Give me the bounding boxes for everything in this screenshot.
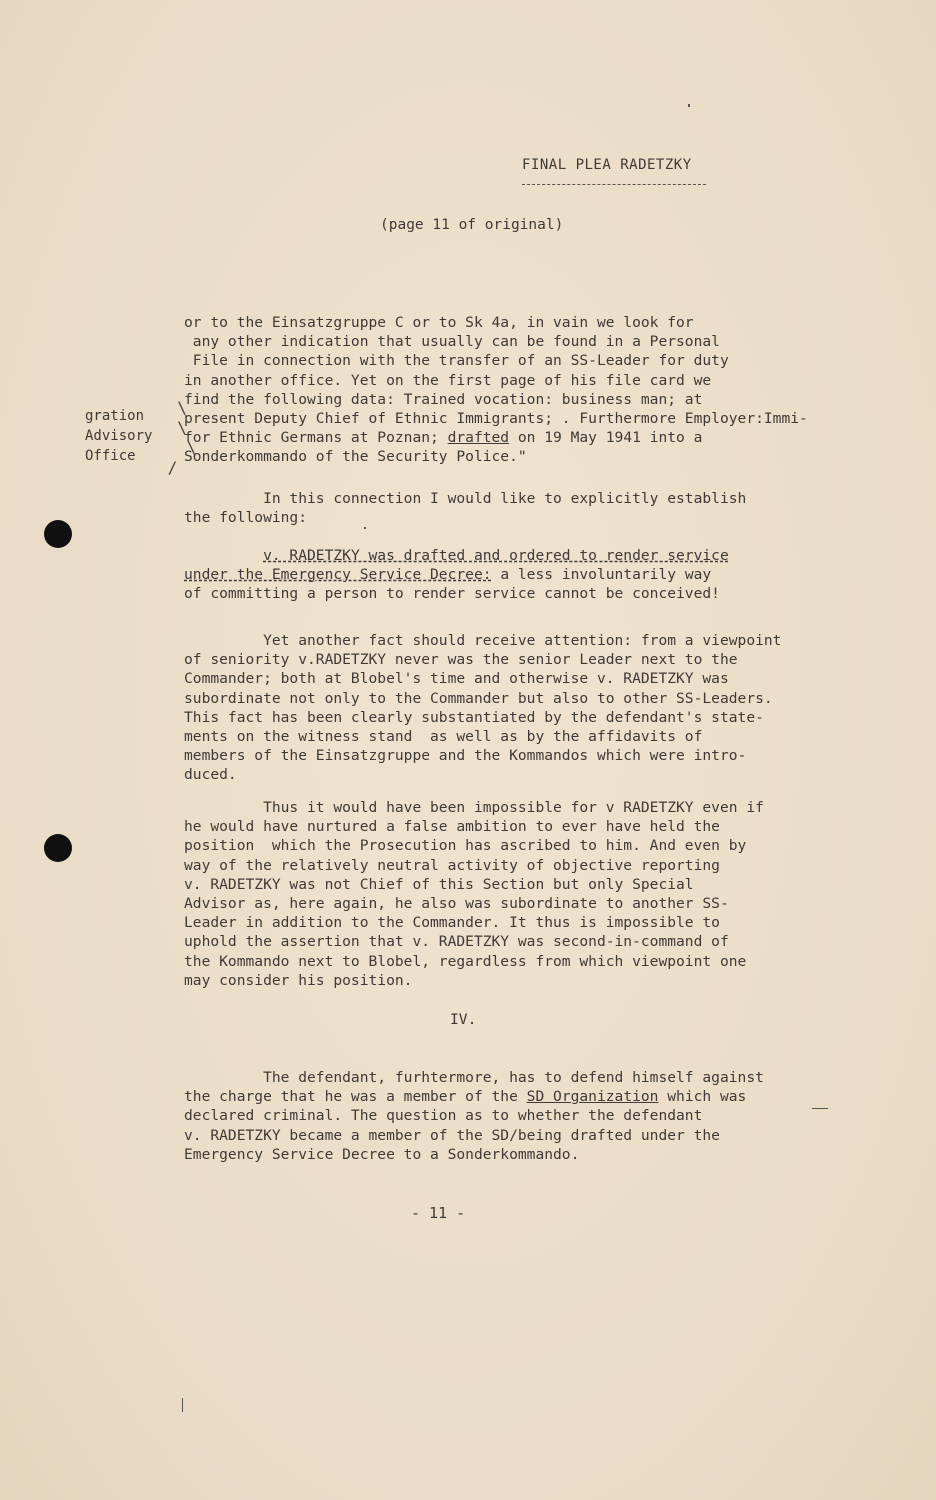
text-line: ments on the witness stand as well as by the affidavits of	[184, 728, 703, 746]
paper-speck	[688, 104, 690, 107]
text-line: Advisor as, here again, he also was subordinate to another SS-	[184, 895, 729, 913]
text-span: which was	[658, 1088, 747, 1106]
paragraph-establish	[184, 489, 844, 527]
text-line: uphold the assertion that v. RADETZKY was second-in-command of	[184, 933, 729, 951]
text-line: Thus it would have been impossible for v RADETZKY even if	[184, 799, 764, 816]
paragraph-seniority	[184, 631, 844, 785]
margin-note	[85, 406, 152, 466]
margin-note-line: gration	[85, 408, 145, 424]
text-line: of committing a person to render service cannot be conceived!	[184, 585, 720, 603]
underlined-word: drafted	[447, 429, 510, 447]
text-line: The defendant, furhtermore, has to defend himself against	[184, 1069, 764, 1086]
text-line: present Deputy Chief of Ethnic Immigrants; . Furthermore Employer:Immi-	[184, 410, 808, 428]
text-line: of seniority v.RADETZKY never was the senior Leader next to the	[184, 651, 738, 669]
text-line: Leader in addition to the Commander. It thus is impossible to	[184, 914, 720, 932]
text-line	[184, 428, 844, 447]
section-number: IV.	[450, 1011, 477, 1028]
text-line: v. RADETZKY was not Chief of this Section but only Special	[184, 875, 694, 893]
text-line: the following:	[184, 509, 308, 527]
text-line: find the following data: Trained vocation: business man; at	[184, 390, 703, 408]
document-title: FINAL PLEA RADETZKY	[522, 157, 692, 173]
margin-note-line: Office	[85, 448, 136, 464]
page-reference: (page 11 of original)	[380, 217, 564, 233]
paper-speck	[182, 1398, 183, 1412]
text-line: Sonderkommando of the Security Police."	[184, 448, 527, 466]
text-line: or to the Einsatzgruppe C or to Sk 4a, in vain we look for	[184, 314, 694, 331]
text-line: duced.	[184, 766, 237, 784]
text-line: This fact has been clearly substantiated by the defendant's state-	[184, 708, 764, 726]
margin-note-line: Advisory	[85, 428, 153, 444]
paper-speck	[812, 1108, 828, 1109]
margin-bracket: \ \ \ /	[167, 398, 197, 477]
text-line: the Kommando next to Blobel, regardless from which viewpoint one	[184, 952, 747, 970]
text-line: subordinate not only to the Commander but also to other SS-Leaders.	[184, 689, 773, 707]
punch-hole	[44, 834, 72, 862]
text-line: any other indication that usually can be found in a Personal	[184, 333, 720, 351]
text-span: for Ethnic Germans at Poznan;	[184, 429, 448, 447]
text-line: v. RADETZKY became a member of the SD/being drafted under the	[184, 1126, 720, 1144]
paragraph-defendant	[184, 1068, 844, 1164]
text-line: may consider his position.	[184, 971, 413, 989]
text-line: File in connection with the transfer of an SS-Leader for duty	[184, 352, 729, 370]
text-span: the charge that he was a member of the	[184, 1088, 527, 1106]
text-line: In this connection I would like to explicitly establish	[184, 490, 747, 507]
paper-speck	[364, 527, 366, 529]
underlined-word: SD Organization	[526, 1088, 659, 1106]
text-line: Yet another fact should receive attention: from a viewpoint	[184, 632, 782, 649]
text-line: declared criminal. The question as to whether the defendant	[184, 1107, 703, 1125]
text-line: he would have nurtured a false ambition to ever have held the	[184, 818, 720, 836]
text-line	[184, 546, 844, 565]
text-line	[184, 1087, 844, 1106]
punch-hole	[44, 520, 72, 548]
text-line: members of the Einsatzgruppe and the Kommandos which were intro-	[184, 747, 747, 765]
title-underline	[522, 184, 706, 185]
page-number: - 11 -	[411, 1204, 466, 1222]
paragraph-impossible	[184, 798, 844, 990]
text-span: on 19 May 1941 into a	[509, 429, 703, 447]
emphasized-text: v. RADETZKY was drafted and ordered to render service	[263, 547, 729, 564]
text-line: in another office. Yet on the first page of his file card we	[184, 371, 712, 389]
indent	[184, 547, 263, 564]
paragraph-continued	[184, 313, 844, 467]
text-line: Commander; both at Blobel's time and otherwise v. RADETZKY was	[184, 670, 729, 688]
text-line: position which the Prosecution has ascribed to him. And even by	[184, 837, 747, 855]
text-span: a less involuntarily way	[491, 566, 712, 584]
text-line	[184, 565, 844, 584]
paragraph-drafted	[184, 546, 844, 604]
emphasized-text: under the Emergency Service Decree:	[184, 566, 492, 584]
text-line: way of the relatively neutral activity of objective reporting	[184, 856, 720, 874]
text-line: Emergency Service Decree to a Sonderkommando.	[184, 1145, 580, 1163]
